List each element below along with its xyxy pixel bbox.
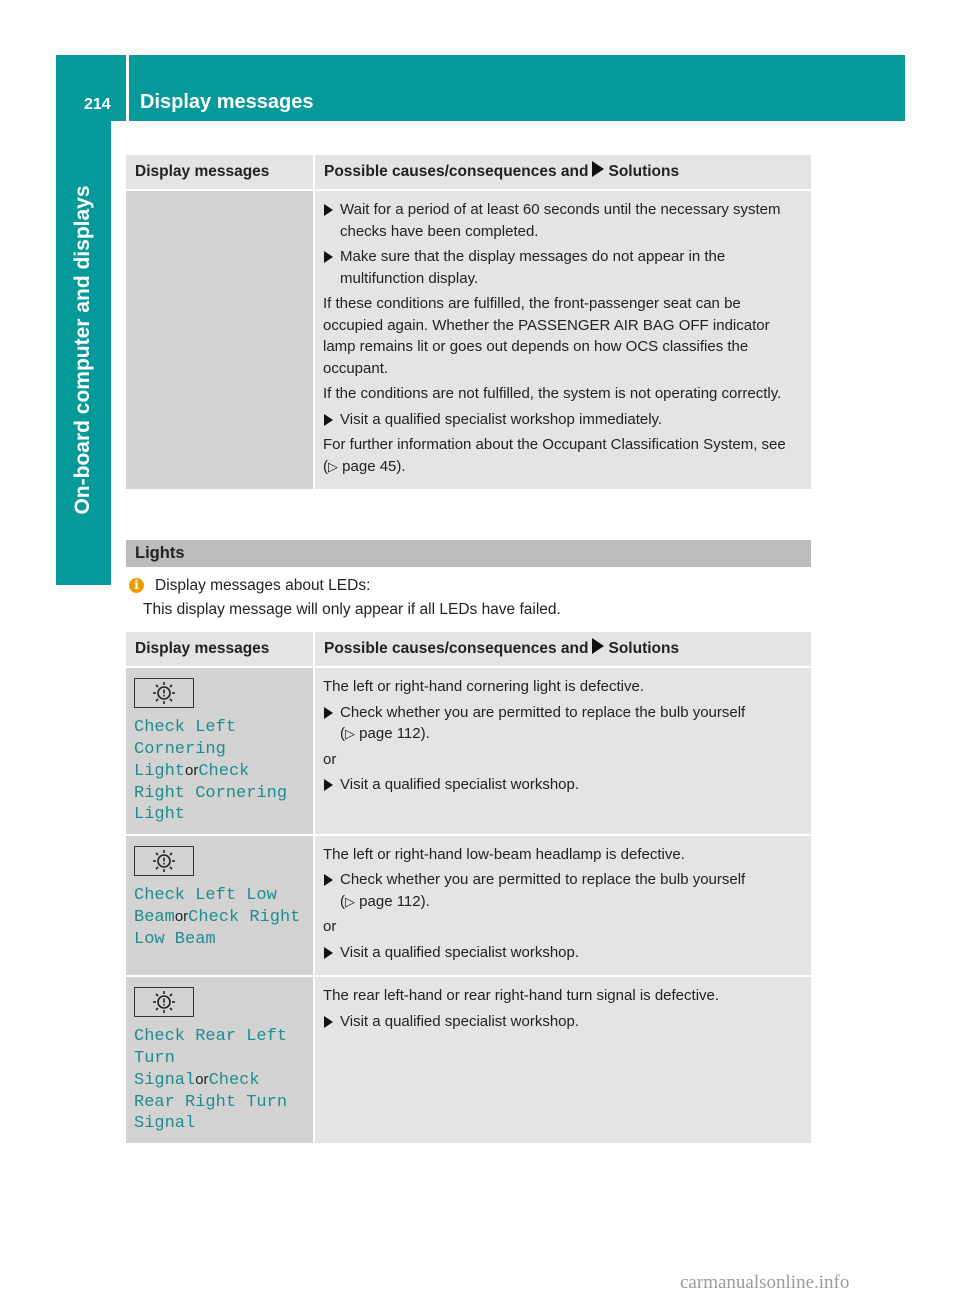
header-causes-text: Possible causes/consequences and <box>324 640 589 658</box>
page-reference-icon: ▷ <box>345 726 355 741</box>
lamp-fault-icon <box>151 849 177 873</box>
paragraph: If the conditions are not fulfilled, the system is not operating correctly. <box>323 385 782 402</box>
page-reference-link[interactable]: page 112). <box>355 892 430 910</box>
display-message-cell <box>126 190 314 490</box>
table-header-row <box>126 632 811 667</box>
or-word: or <box>195 1071 209 1088</box>
step-text: Visit a qualified specialist workshop. <box>340 776 580 793</box>
arrow-right-icon <box>324 779 333 791</box>
arrow-right-icon <box>592 638 604 654</box>
step-item <box>323 199 803 242</box>
page-reference-link[interactable]: page 112). <box>355 725 430 742</box>
arrow-right-icon <box>324 707 333 719</box>
paragraph-text: For further information about the Occupant Classification System, see ( <box>323 436 786 475</box>
cause-text: The left or right-hand cornering light is defective. <box>323 678 644 695</box>
paragraph: If these conditions are fulfilled, the front-passenger seat can be occupied again. Whether the PASSENGER AIR BAG OFF indicator lamp remains lit or goes out depends on how OCS classifies the occupant. <box>323 295 770 377</box>
header-solutions-text: Solutions <box>608 640 680 658</box>
lamp-fault-icon <box>134 846 194 876</box>
side-chapter-label: On-board computer and displays <box>71 185 94 515</box>
step-text: Visit a qualified specialist workshop. <box>340 943 580 961</box>
display-message-text <box>134 717 305 826</box>
column-header-solutions <box>314 632 811 667</box>
header-causes-text: Possible causes/consequences and <box>324 163 589 181</box>
page-reference-icon: ▷ <box>328 458 338 474</box>
step-text: Visit a qualified specialist workshop. <box>340 1012 580 1030</box>
display-message-text <box>134 1026 305 1135</box>
page-title: Display messages <box>140 91 314 113</box>
table-row <box>126 976 811 1144</box>
display-messages-table-ocs <box>126 155 811 491</box>
step-item <box>323 774 803 796</box>
display-message-b: Check Right Low Beam <box>134 908 301 949</box>
step-item <box>323 942 803 964</box>
step-item <box>323 246 803 289</box>
arrow-right-icon <box>324 874 333 886</box>
info-text: Display messages about LEDs: <box>155 577 371 594</box>
solutions-cell <box>314 190 811 490</box>
step-text: Check whether you are permitted to replace the bulb yourself <box>340 703 746 721</box>
solutions-cell <box>314 835 811 977</box>
info-text: This display message will only appear if all LEDs have failed. <box>143 601 561 618</box>
column-header-display-messages: Display messages <box>126 632 314 667</box>
or-text: or <box>323 918 337 935</box>
ref-open: ( <box>340 892 345 910</box>
cause-text: The rear left-hand or rear right-hand turn signal is defective. <box>323 987 720 1004</box>
arrow-right-icon <box>324 414 333 426</box>
step-item <box>323 409 803 431</box>
display-message-cell <box>126 667 314 835</box>
section-title: Lights <box>135 544 185 562</box>
lamp-fault-icon <box>151 990 177 1014</box>
info-icon: i <box>129 578 144 593</box>
lamp-fault-icon <box>134 678 194 708</box>
paragraph <box>323 434 803 477</box>
page-number: 214 <box>84 96 111 113</box>
display-message-a: Check Rear Left Turn Signal <box>134 1027 288 1090</box>
arrow-right-icon <box>324 251 333 263</box>
column-header-display-messages: Display messages <box>126 155 314 190</box>
display-message-a: Check Left Cornering Light <box>134 718 237 781</box>
solutions-cell <box>314 976 811 1144</box>
solutions-cell <box>314 667 811 835</box>
watermark: carmanualsonline.info <box>680 1272 850 1293</box>
arrow-right-icon <box>592 161 604 177</box>
table-row <box>126 190 811 490</box>
display-message-text <box>134 885 305 951</box>
table-row <box>126 667 811 835</box>
or-word: or <box>185 762 199 779</box>
cause-text: The left or right-hand low-beam headlamp is defective. <box>323 845 685 863</box>
display-message-cell <box>126 976 314 1144</box>
step-text: Check whether you are permitted to replace the bulb yourself <box>340 871 746 888</box>
lamp-fault-icon <box>151 681 177 705</box>
step-text: Make sure that the display messages do not appear in the multifunction display. <box>340 248 726 287</box>
step-item <box>323 702 803 745</box>
step-item <box>323 1011 803 1033</box>
display-message-a: Check Left Low Beam <box>134 885 277 927</box>
display-message-b: Check Rear Right Turn Signal <box>134 1071 288 1133</box>
arrow-right-icon <box>324 1016 333 1028</box>
or-text: or <box>323 750 337 768</box>
table-row <box>126 835 811 977</box>
display-message-b: Check Right Cornering Light <box>134 762 288 824</box>
section-bar-lights <box>126 540 811 567</box>
display-message-cell <box>126 835 314 977</box>
or-word: or <box>174 908 189 925</box>
page-reference-link[interactable]: page 45). <box>338 457 406 475</box>
arrow-right-icon <box>324 204 333 216</box>
display-messages-table-lights <box>126 632 811 1145</box>
lamp-fault-icon <box>134 987 194 1017</box>
step-text: Visit a qualified specialist workshop immediately. <box>340 410 663 428</box>
header-divider <box>126 55 129 121</box>
step-item <box>323 869 803 912</box>
arrow-right-icon <box>324 947 333 959</box>
header-solutions-text: Solutions <box>608 163 680 181</box>
step-text: Wait for a period of at least 60 seconds until the necessary system checks have been completed. <box>340 201 781 240</box>
ref-open: ( <box>340 725 345 742</box>
table-header-row <box>126 155 811 190</box>
column-header-solutions <box>314 155 811 190</box>
page-reference-icon: ▷ <box>345 893 355 909</box>
